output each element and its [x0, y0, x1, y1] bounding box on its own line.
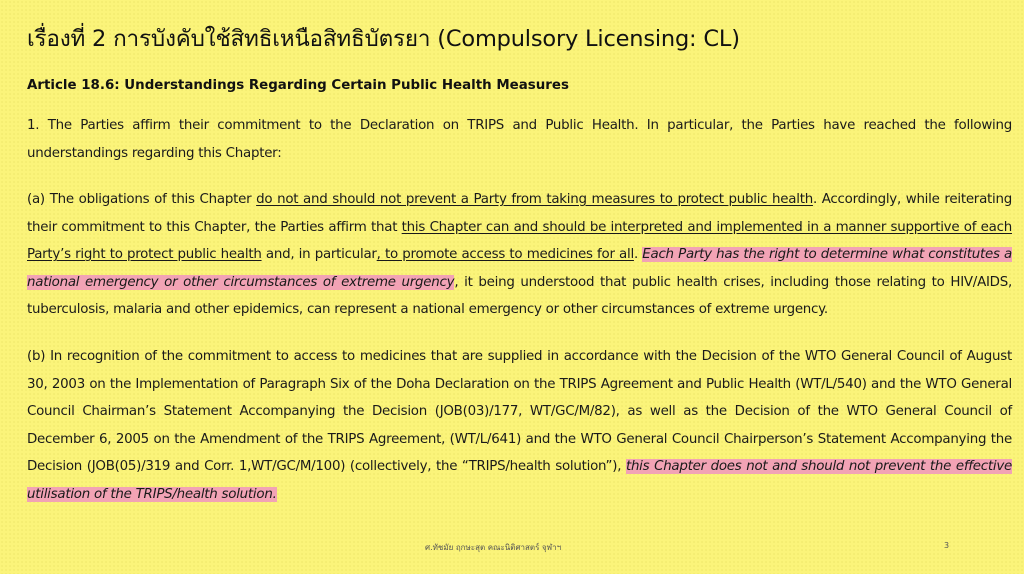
paragraph-1 [27, 112, 1012, 167]
paragraph-a [27, 186, 1012, 324]
highlighted-phrase-1: Each Party has the right to determine what constitutes a national emergency or other circumstances of extreme urgency [27, 247, 1012, 290]
paragraph-a-text-5: , it being understood that public health crises, including those relating to HIV/AIDS, tuberculosis, malaria and other epidemics, can represent a national emergency or other circumstances of extreme urgency. [27, 274, 1012, 318]
paragraph-a-text-4: . [633, 247, 643, 263]
article-heading: Article 18.6: Understandings Regarding Certain Public Health Measures [27, 78, 569, 93]
paragraph-a-text-3: and, in particular [261, 247, 377, 263]
paragraph-b [27, 343, 1012, 509]
underlined-phrase-1: do not and should not prevent a Party from taking measures to protect public health [256, 192, 813, 207]
paragraph-b-text-1: (b) In recognition of the commitment to access to medicines that are supplied in accordance with the Decision of the WTO General Council of August 30, 2003 on the Implementation of Paragraph Six of the Doha Declaration on the TRIPS Agreement and Public Health (WT/L/540) and the WTO General Council Chairman’s Statement Accompanying the Decision (JOB(03)/177, WT/GC/M/82), as well as the Decision of the WTO General Council of December 6, 2005 on the Amendment of the TRIPS Agreement, (WT/L/641) and the WTO General Council Chairperson’s Statement Accompanying the Decision (JOB(05)/319 and Corr. 1,WT/GC/M/100) (collectively, the “TRIPS/health solution”), [27, 349, 1012, 475]
footer-author: ศ.ทัชมัย ฤกษะสุต คณะนิติศาสตร์ จุฬาฯ [425, 543, 562, 552]
page-number: 3 [944, 541, 950, 550]
underlined-phrase-2: this Chapter can and should be interpreted and implemented in a manner supportive of each Party’s right to protect public health [27, 219, 1012, 263]
paragraph-1-text: 1. The Parties affirm their commitment to the Declaration on TRIPS and Public Health. In particular, the Parties have reached the following understandings regarding this Chapter: [27, 118, 1012, 161]
underlined-phrase-3: , to promote access to medicines for all [376, 247, 634, 263]
paragraph-a-text-1: (a) The obligations of this Chapter [27, 192, 257, 207]
paragraph-a-text-2: . Accordingly, while reiterating their commitment to this Chapter, the Parties affirm that [27, 192, 1012, 235]
slide-title: เรื่องที่ 2 การบังคับใช้สิทธิเหนือสิทธิบัตรยา (Compulsory Licensing: CL) [27, 26, 740, 52]
highlighted-phrase-2: this Chapter does not and should not prevent the effective utilisation of the TRIPS/health solution. [27, 459, 1012, 502]
